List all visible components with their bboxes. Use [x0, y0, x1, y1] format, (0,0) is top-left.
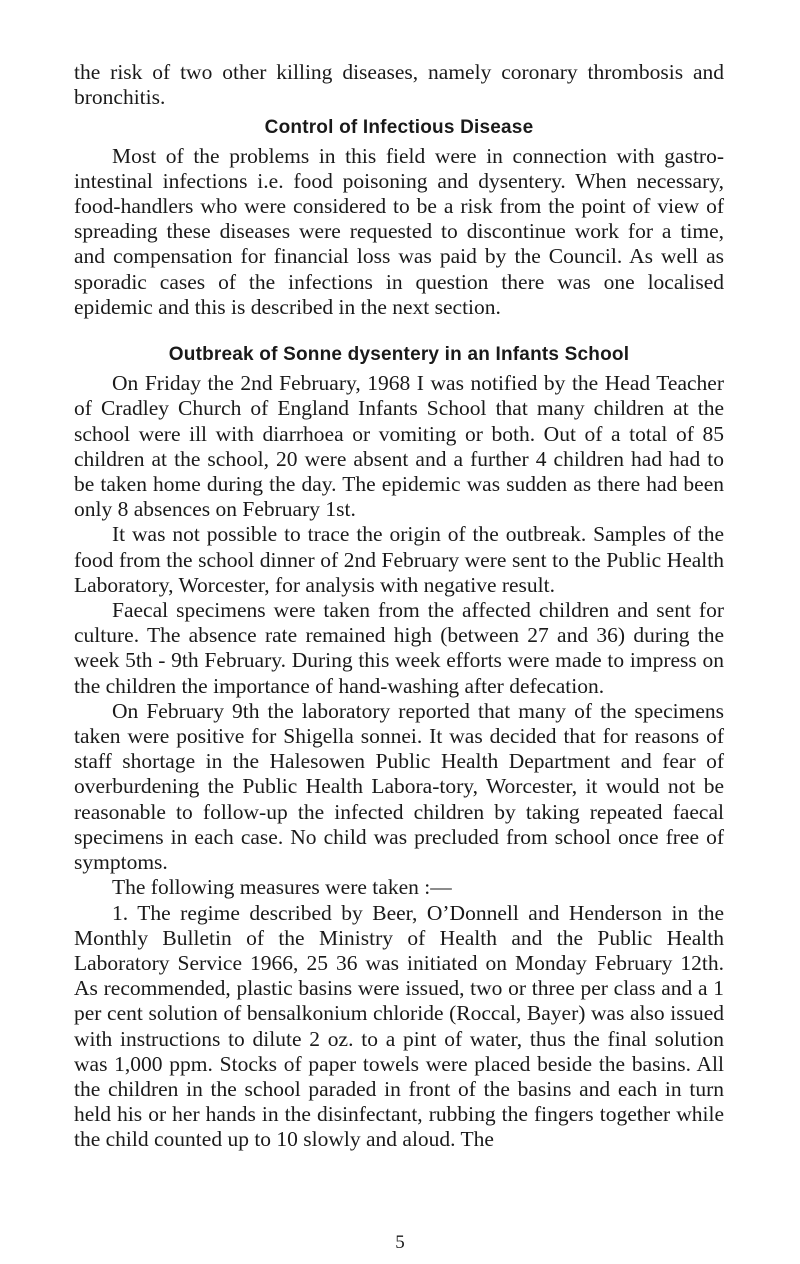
numbered-paragraph: 1. The regime described by Beer, O’Donnell and Henderson in the Monthly Bulletin of the Ministry of Health and the Public Health Laboratory Service 1966, 25 36 was initiated on Monday February 12th. As recommended, plastic basins were issued, two or three per class and a 1 per cent solution of bensalkonium chloride (Roccal, Bayer) was also issued with instructions to dilute 2 oz. to a pint of water, thus the final solution was 1,000 ppm. Stocks of paper towels were placed beside the basins. All the children in the school paraded in front of the basins and each in turn held his or her hands in the disinfectant, rubbing the fingers together while the child counted up to 10 slowly and aloud. The — [74, 900, 724, 1152]
section-heading-control-of-infectious-disease: Control of Infectious Disease — [264, 117, 534, 139]
paragraph: Faecal specimens were taken from the affected children and sent for culture. The absence rate remained high (between 27 and 36) during the week 5th - 9th February. During this week efforts were made to impress on the children the importance of hand-washing after defecation. — [74, 598, 724, 698]
paragraph: Most of the problems in this field were in connection with gastro-intestinal infections i.e. food poisoning and dysentery. When necessary, food-handlers who were considered to be a risk from the point of view of spreading these diseases were requested to discontinue work for a time, and compensation for financial loss was paid by the Council. As well as sporadic cases of the infections in question there was one localised epidemic and this is described in the next section. — [74, 143, 724, 319]
opening-paragraph: the risk of two other killing diseases, namely coronary thrombosis and bronchitis. — [74, 60, 724, 110]
paragraph: On February 9th the laboratory reported that many of the specimens taken were positive for Shigella sonnei. It was decided that for reasons of staff shortage in the Halesowen Public Health Department and fear of overburdening the Public Health Labora-tory, Worcester, it would not be reasonable to follow-up the infected children by taking repeated faecal specimens in each case. No child was precluded from school once free of symptoms. — [74, 698, 724, 875]
paragraph: The following measures were taken :— — [112, 875, 452, 900]
section-heading-outbreak: Outbreak of Sonne dysentery in an Infants School — [168, 344, 630, 366]
page-number: 5 — [395, 1232, 405, 1253]
document-body — [74, 60, 724, 1153]
paragraph: It was not possible to trace the origin of the outbreak. Samples of the food from the school dinner of 2nd February were sent to the Public Health Laboratory, Worcester, for analysis with negative result. — [74, 522, 724, 597]
paragraph: On Friday the 2nd February, 1968 I was notified by the Head Teacher of Cradley Church of England Infants School that many children at the school were ill with diarrhoea or vomiting or both. Out of a total of 85 children at the school, 20 were absent and a further 4 children had had to be taken home during the day. The epidemic was sudden as there had been only 8 absences on February 1st. — [74, 371, 724, 522]
